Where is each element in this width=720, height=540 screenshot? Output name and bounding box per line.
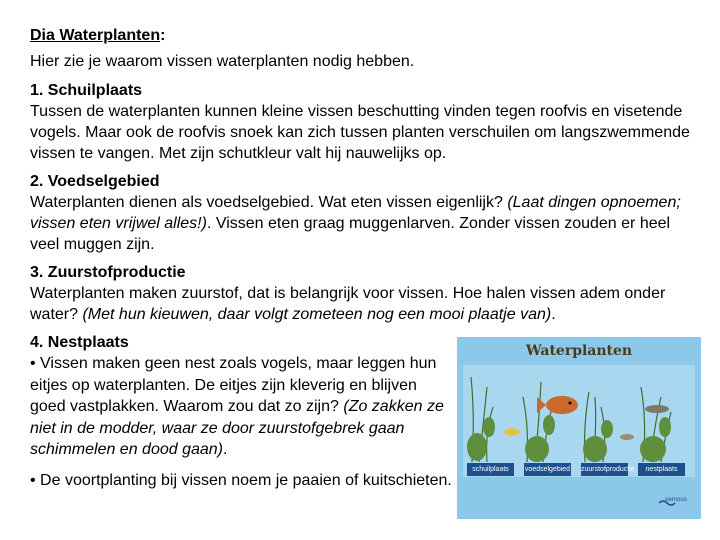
section-schuilplaats [30, 81, 700, 164]
intro-text: Hier zie je waarom vissen waterplanten nodig hebben. [30, 53, 415, 70]
section-heading: 4. Nestplaats [30, 334, 129, 351]
waterplanten-poster-image [457, 337, 701, 519]
page-title: Dia Waterplanten: [30, 27, 166, 44]
section-text: Waterplanten maken zuurstof, dat is belangrijk voor vissen. Hoe halen vissen adem onder water? (Met hun kieuwen, daar volgt zometeen nog een mooi plaatje van). [30, 285, 666, 323]
poster-label: nestplaats [638, 463, 685, 476]
poster-logo: pernous [657, 497, 695, 517]
section-heading: 3. Zuurstofproductie [30, 264, 186, 281]
section-text: Waterplanten dienen als voedselgebied. Wat eten vissen eigenlijk? (Laat dingen opnoemen; vissen eten vrijwel alles!). Vissen eten graag muggenlarven. Zonder vissen zouden er heel veel muggen zijn. [30, 194, 681, 253]
section-bullet: • De voortplanting bij vissen noem je paaien of kuitschieten. [30, 471, 452, 489]
section-heading: 1. Schuilplaats [30, 82, 143, 99]
poster-label: voedselgebied [524, 463, 571, 476]
poster-label: zuurstofproductie [581, 463, 628, 476]
poster-title: Waterplanten [525, 343, 633, 359]
logo-waves-icon [657, 497, 677, 507]
poster-label: schuilplaats [467, 463, 514, 476]
section-text: Tussen de waterplanten kunnen kleine vissen beschutting vinden tegen roofvis en visetende vogels. Maar ook de roofvis snoek kan zich tussen planten verschuilen om langszwemmende vissen te vangen. Met zijn schutkleur valt hij nauwelijks op. [30, 103, 690, 162]
section-zuurstofproductie [30, 263, 700, 325]
section-nestplaats [30, 333, 455, 491]
section-voedselgebied [30, 172, 700, 255]
section-text: • Vissen maken geen nest zoals vogels, maar leggen hun eitjes op waterplanten. De eitjes zijn kleverig en blijven goed vastplakken. Waarom zou dat zo zijn? (Zo zakken ze niet in de modder, waar ze door zuurstofgebrek gaan schimmelen en dood gaan). [30, 355, 444, 458]
section-heading: 2. Voedselgebied [30, 173, 160, 190]
poster-illustration [457, 337, 701, 519]
